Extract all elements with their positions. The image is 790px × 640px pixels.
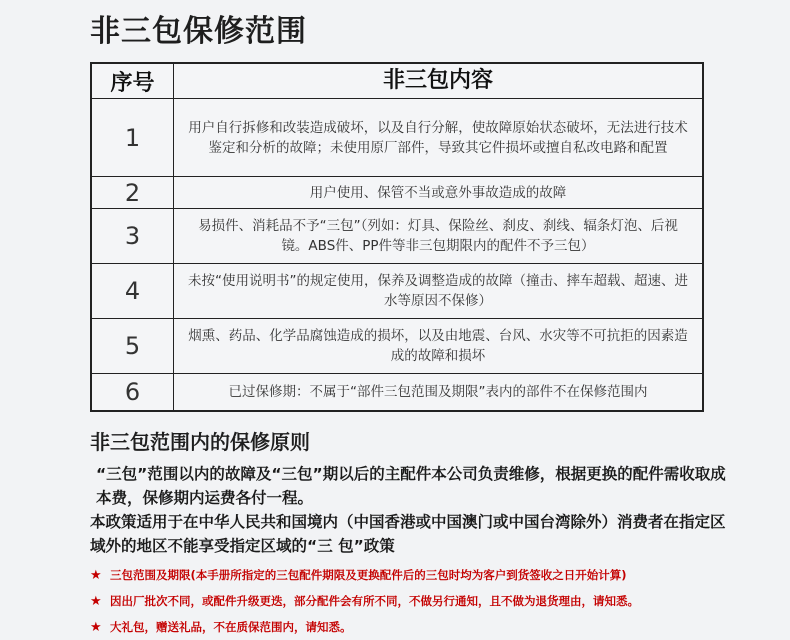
note-item [90, 614, 730, 640]
principle-paragraph: 本政策适用于在中华人民共和国境内（中国香港或中国澳门或中国台湾除外）消费者在指定区域外的地区不能享受指定区域的“三 包”政策 [90, 513, 726, 555]
page-title: 非三包保修范围 [90, 14, 307, 49]
row-num: 2 [92, 177, 174, 208]
note-text: 大礼包，赠送礼品，不在质保范围内，请知悉。 [110, 620, 352, 634]
table-row [92, 373, 702, 410]
non-warranty-table [90, 62, 704, 412]
row-text: 易损件、消耗品不予“三包”（列如：灯具、保险丝、刹皮、刹线、辐条灯泡、后视镜。ABS件、PP件等非三包期限内的配件不予三包） [198, 218, 678, 254]
star-icon: ★ [90, 619, 102, 635]
row-text: 用户自行拆修和改装造成破坏，以及自行分解，使故障原始状态破坏，无法进行技术鉴定和分析的故障；未使用原厂部件，导致其它件损坏或擅自私改电路和配置 [188, 119, 688, 156]
note-item [90, 588, 730, 614]
principles-title: 非三包范围内的保修原则 [90, 430, 310, 454]
row-num: 4 [92, 264, 174, 318]
star-icon: ★ [90, 593, 102, 609]
table-row [92, 318, 702, 373]
star-icon: ★ [90, 567, 102, 583]
note-text: 三包范围及期限(本手册所指定的三包配件期限及更换配件后的三包时均为客户到货签收之日开始计算) [110, 568, 627, 582]
note-text: 因出厂批次不同，或配件升级更迭，部分配件会有所不同，不做另行通知，且不做为退货理由，请知悉。 [110, 594, 639, 608]
table-row [92, 263, 702, 318]
note-item [90, 562, 730, 588]
table-row [92, 98, 702, 176]
table-row [92, 208, 702, 263]
header-content: 非三包内容 [382, 68, 493, 93]
row-text: 用户使用、保管不当或意外事故造成的故障 [309, 184, 567, 201]
row-num: 5 [92, 319, 174, 373]
row-text: 烟熏、药品、化学品腐蚀造成的损坏，以及由地震、台风、水灾等不可抗拒的因素造成的故障和损坏 [188, 328, 688, 364]
header-num: 序号 [92, 64, 174, 98]
row-text: 未按“使用说明书”的规定使用，保养及调整造成的故障（撞击、摔车超载、超速、进水等原因不保修） [188, 273, 688, 309]
row-num: 3 [92, 209, 174, 263]
notes-list [90, 562, 730, 640]
principles-body [90, 462, 730, 558]
row-text: 已过保修期：不属于“部件三包范围及期限”表内的部件不在保修范围内 [228, 384, 648, 400]
row-num: 1 [92, 99, 174, 176]
table-row [92, 176, 702, 208]
row-num: 6 [92, 374, 174, 410]
principle-paragraph: “三包”范围以内的故障及“三包”期以后的主配件本公司负责维修，根据更换的配件需收取成本费，保修期内运费各付一程。 [96, 465, 726, 507]
table-header-row [92, 64, 702, 98]
